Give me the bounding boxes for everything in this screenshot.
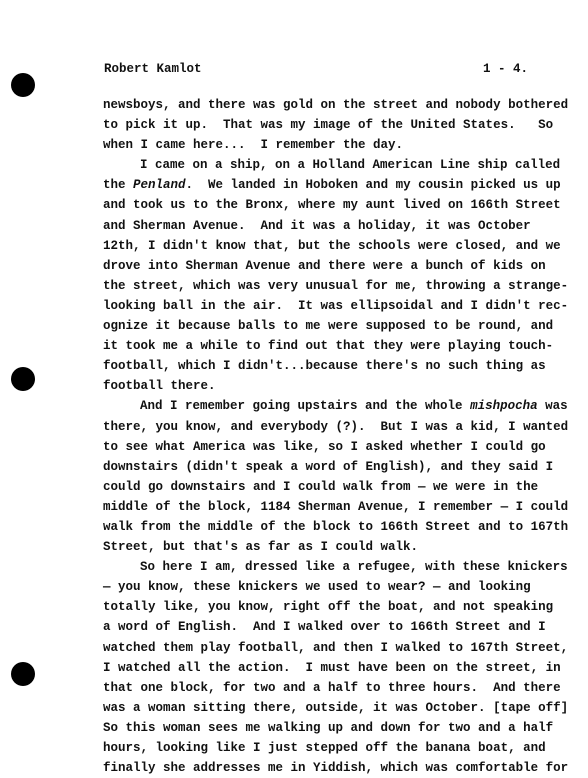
text-line: I watched all the action. I must have been on the street, in (103, 660, 561, 675)
paragraph-2 (103, 155, 569, 396)
text-line: So this woman sees me walking up and down for two and a half (103, 720, 554, 735)
text-line: to see what America was like, so I asked whether I could go (103, 439, 546, 454)
text-line: middle of the block, 1184 Sherman Avenue, I remember — I could (103, 499, 569, 514)
text-line: was a woman sitting there, outside, it was October. [tape off] (103, 700, 569, 715)
page-header (104, 62, 528, 82)
text-line: there, you know, and everybody (?). But I was a kid, I wanted (103, 419, 569, 434)
text-line: could go downstairs and I could walk from — we were in the (103, 479, 539, 494)
text-line: totally like, you know, right off the boat, and not speaking (103, 600, 554, 615)
text-line: ognize it because balls to me were supposed to be round, and (103, 319, 554, 334)
ship-name: Penland (133, 178, 186, 193)
text-line: 12th, I didn't know that, but the schools were closed, and we (103, 238, 561, 253)
text-line: and Sherman Avenue. And it was a holiday, it was October (103, 218, 531, 233)
text-line: the street, which was very unusual for me, throwing a strange- (103, 278, 569, 293)
line-rest: . We landed in Hoboken and my cousin picked us up (185, 178, 561, 193)
line-start: And I remember going upstairs and the whole (140, 399, 471, 414)
text-line: Street, but that's as far as I could walk. (103, 540, 419, 555)
punch-hole-middle (11, 367, 35, 391)
interviewee-name: Robert Kamlot (104, 62, 202, 76)
text-line: when I came here... I remember the day. (103, 138, 404, 153)
text-line: that one block, for two and a half to three hours. And there (103, 680, 561, 695)
text-line: football there. (103, 379, 216, 394)
line-end: was (537, 399, 568, 414)
text-line: football, which I didn't...because there's no such thing as (103, 359, 546, 374)
text-line: downstairs (didn't speak a word of English), and they said I (103, 459, 554, 474)
text-line: it took me a while to find out that they were playing touch- (103, 339, 554, 354)
text-line: finally she addresses me in Yiddish, which was comfortable for (103, 761, 569, 776)
text-line: drove into Sherman Avenue and there were a bunch of kids on (103, 258, 546, 273)
punch-hole-bottom (11, 662, 35, 686)
mishpocha-word: mishpocha (470, 399, 538, 414)
article-text: the (103, 178, 134, 193)
text-line: and took us to the Bronx, where my aunt lived on 166th Street (103, 198, 561, 213)
transcript-body (103, 95, 569, 778)
text-line: I came on a ship, on a Holland American Line ship called (140, 158, 561, 173)
punch-hole-top (11, 73, 35, 97)
page-number: 1 - 4. (482, 62, 528, 76)
text-line: walk from the middle of the block to 166th Street and to 167th (103, 519, 569, 534)
text-line: looking ball in the air. It was ellipsoidal and I didn't rec- (103, 298, 569, 313)
text-line-ship-name (103, 175, 561, 195)
text-line: newsboys, and there was gold on the street and nobody bothered (103, 98, 569, 112)
text-line: — you know, these knickers we used to wear? — and looking (103, 580, 531, 595)
text-line: So here I am, dressed like a refugee, with these knickers (140, 560, 568, 575)
paragraph-3 (103, 396, 569, 557)
text-line: hours, looking like I just stepped off the banana boat, and (103, 741, 546, 755)
paragraph-1 (103, 95, 569, 155)
text-line: a word of English. And I walked over to 166th Street and I (103, 620, 546, 635)
text-line-mishpocha (103, 396, 568, 416)
text-line: watched them play football, and then I walked to 167th Street, (103, 640, 569, 655)
paragraph-4 (103, 557, 569, 778)
text-line: to pick it up. That was my image of the United States. So (103, 118, 554, 133)
